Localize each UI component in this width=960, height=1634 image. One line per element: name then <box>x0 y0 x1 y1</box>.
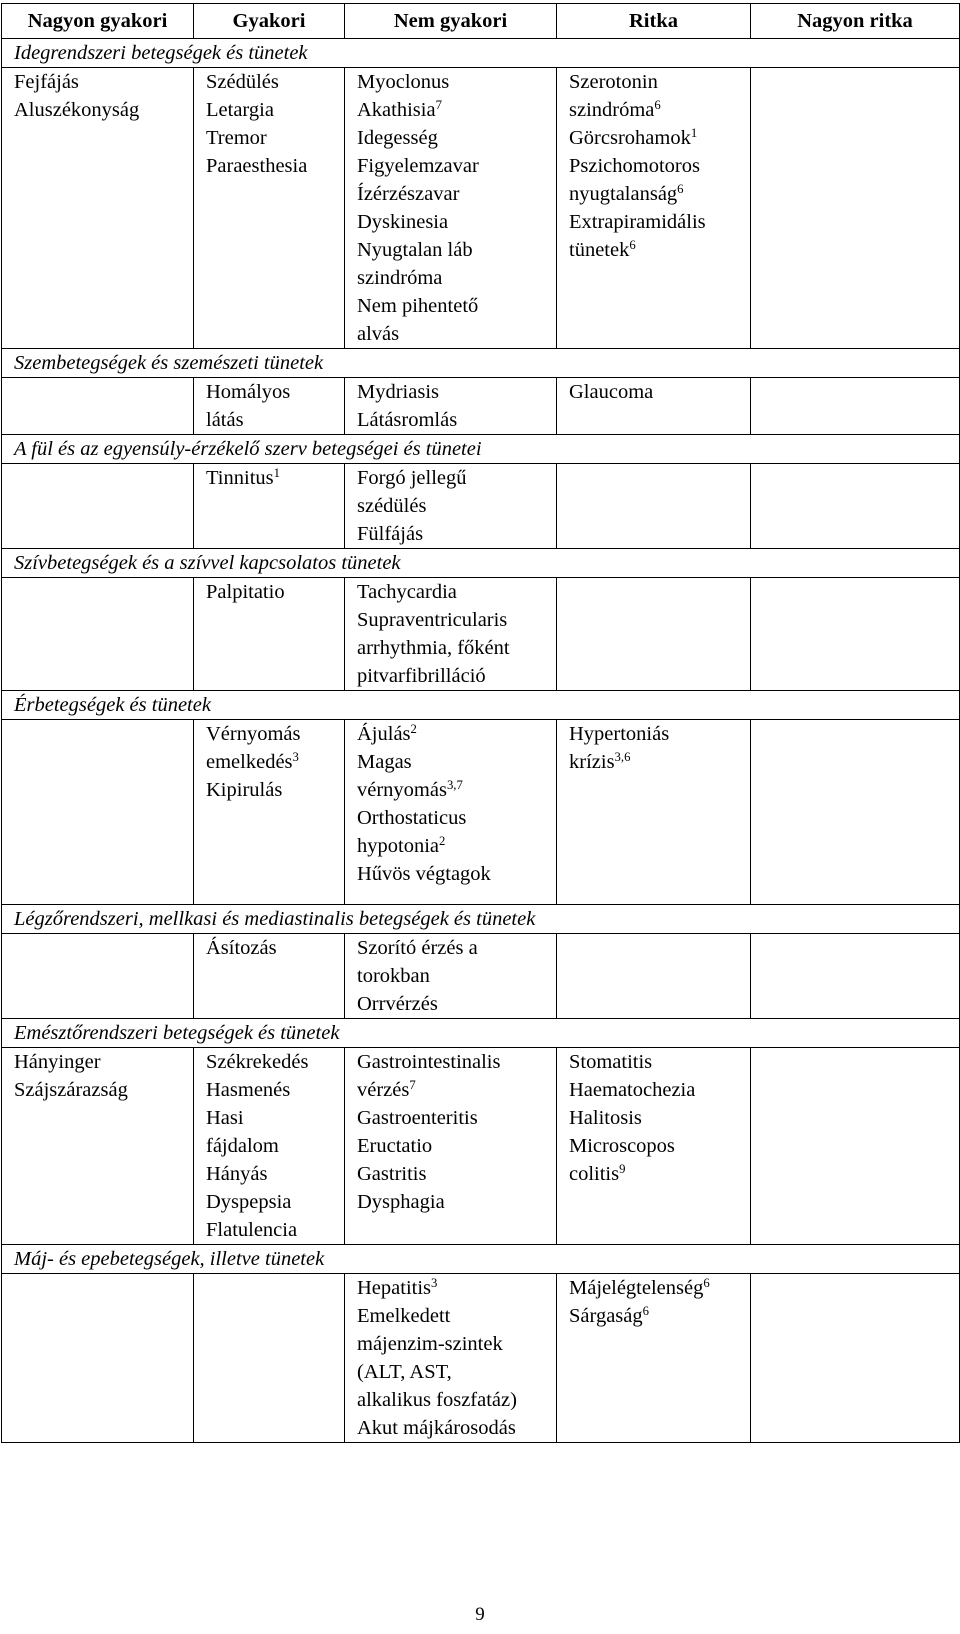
effect-text: Palpitatio <box>206 581 285 603</box>
effect-text: Homályos <box>206 381 291 403</box>
effect-text: Gastrointestinalis <box>357 1051 501 1073</box>
effect-text: Hasi <box>206 1107 244 1129</box>
effect-line <box>357 406 546 434</box>
footnote-ref: 2 <box>439 834 446 849</box>
cell-uncommon <box>345 1048 557 1245</box>
effect-line <box>569 1274 740 1302</box>
cell-very-common <box>2 720 194 905</box>
effect-text: Pszichomotoros <box>569 155 700 177</box>
effect-line <box>357 1414 546 1442</box>
cell-rare <box>557 1048 751 1245</box>
footnote-ref: 9 <box>619 1162 626 1177</box>
category-title: Idegrendszeri betegségek és tünetek <box>2 39 960 68</box>
effect-text: Szerotonin <box>569 71 658 93</box>
header-very-common: Nagyon gyakori <box>2 4 194 39</box>
effect-line <box>357 962 546 990</box>
table-row <box>2 1048 960 1245</box>
effect-line <box>357 264 546 292</box>
effect-line <box>206 1048 334 1076</box>
cell-very-common <box>2 934 194 1019</box>
effect-line <box>206 406 334 434</box>
effect-text: Hűvös végtagok <box>357 863 491 885</box>
effect-text: Mydriasis <box>357 381 439 403</box>
table-row <box>2 378 960 435</box>
cell-rare <box>557 720 751 905</box>
category-title: Érbetegségek és tünetek <box>2 691 960 720</box>
effect-text: fájdalom <box>206 1135 279 1157</box>
effect-line <box>206 1132 334 1160</box>
effect-line <box>206 68 334 96</box>
effect-line <box>357 860 546 888</box>
effect-text: Májelégtelenség <box>569 1277 704 1299</box>
effect-line <box>569 96 740 124</box>
effect-text: krízis <box>569 751 615 773</box>
effect-line <box>357 1274 546 1302</box>
effect-line <box>14 96 183 124</box>
effect-text: nyugtalanság <box>569 183 678 205</box>
effect-text: Extrapiramidális <box>569 211 706 233</box>
effect-line <box>357 1330 546 1358</box>
effect-line <box>206 748 334 776</box>
cell-very-common <box>2 578 194 691</box>
effect-text: Hepatitis <box>357 1277 432 1299</box>
effect-line <box>14 68 183 96</box>
effect-line <box>206 578 334 606</box>
effect-text: Dyspepsia <box>206 1191 292 1213</box>
effect-text: Figyelemzavar <box>357 155 479 177</box>
category-row <box>2 549 960 578</box>
effect-line <box>569 1132 740 1160</box>
cell-very-common <box>2 1048 194 1245</box>
effect-text: Haematochezia <box>569 1079 696 1101</box>
effect-line <box>357 1076 546 1104</box>
effect-text: Forgó jellegű <box>357 467 467 489</box>
category-row <box>2 349 960 378</box>
effect-line <box>357 1104 546 1132</box>
category-title: A fül és az egyensúly-érzékelő szerv betegségei és tünetei <box>2 435 960 464</box>
footnote-ref: 3 <box>431 1276 438 1291</box>
effect-line <box>569 1048 740 1076</box>
effect-line <box>357 1358 546 1386</box>
effect-text: Akathisia <box>357 99 436 121</box>
header-rare: Ritka <box>557 4 751 39</box>
cell-uncommon <box>345 578 557 691</box>
effect-line <box>569 378 740 406</box>
effect-line <box>357 578 546 606</box>
effect-text: Sárgaság <box>569 1305 643 1327</box>
effect-text: Myoclonus <box>357 71 450 93</box>
effect-line <box>569 208 740 236</box>
effect-line <box>357 1132 546 1160</box>
effect-line <box>357 208 546 236</box>
table-body <box>2 39 960 1443</box>
category-row <box>2 691 960 720</box>
cell-very-common <box>2 1274 194 1443</box>
effect-text: Görcsrohamok <box>569 127 691 149</box>
cell-rare <box>557 578 751 691</box>
effect-text: Szédülés <box>206 71 279 93</box>
footnote-ref: 6 <box>654 98 661 113</box>
cell-very-common <box>2 68 194 349</box>
cell-common <box>194 68 345 349</box>
cell-very-rare <box>751 578 960 691</box>
cell-very-rare <box>751 378 960 435</box>
effect-line <box>357 520 546 548</box>
effect-text: tünetek <box>569 239 630 261</box>
effect-line <box>206 464 334 492</box>
effect-text: Fejfájás <box>14 71 79 93</box>
effect-text: Glaucoma <box>569 381 654 403</box>
category-title: Légzőrendszeri, mellkasi és mediastinalis betegségek és tünetek <box>2 905 960 934</box>
table-row <box>2 578 960 691</box>
effect-text: Székrekedés <box>206 1051 309 1073</box>
effect-line <box>357 1302 546 1330</box>
effect-text: Letargia <box>206 99 274 121</box>
cell-very-rare <box>751 68 960 349</box>
footnote-ref: 6 <box>629 238 636 253</box>
effect-text: Orrvérzés <box>357 993 438 1015</box>
cell-rare <box>557 378 751 435</box>
effect-line <box>357 634 546 662</box>
effect-line <box>569 1160 740 1188</box>
effect-line <box>14 1076 183 1104</box>
effect-text: Emelkedett <box>357 1305 451 1327</box>
cell-common <box>194 720 345 905</box>
category-row <box>2 39 960 68</box>
effect-text: Kipirulás <box>206 779 283 801</box>
effect-line <box>357 236 546 264</box>
effect-text: Ásítozás <box>206 937 277 959</box>
header-common: Gyakori <box>194 4 345 39</box>
header-very-rare: Nagyon ritka <box>751 4 960 39</box>
effect-text: Magas <box>357 751 412 773</box>
effect-text: alvás <box>357 323 400 345</box>
effect-text: pitvarfibrilláció <box>357 665 486 687</box>
effect-line <box>206 1160 334 1188</box>
effect-text: Eructatio <box>357 1135 433 1157</box>
effect-text: Gastroenteritis <box>357 1107 478 1129</box>
header-row <box>2 4 960 39</box>
cell-rare <box>557 934 751 1019</box>
effect-line <box>569 68 740 96</box>
effect-line <box>357 776 546 804</box>
effect-line <box>357 152 546 180</box>
effect-line <box>357 990 546 1018</box>
effect-text: Ájulás <box>357 723 411 745</box>
effect-line <box>357 720 546 748</box>
effect-line <box>357 1048 546 1076</box>
effect-line <box>357 606 546 634</box>
cell-uncommon <box>345 464 557 549</box>
cell-common <box>194 934 345 1019</box>
effect-text: Nyugtalan láb <box>357 239 473 261</box>
effect-text: májenzim-szintek <box>357 1333 503 1355</box>
effect-text: Stomatitis <box>569 1051 653 1073</box>
effect-text: Tremor <box>206 127 267 149</box>
effect-line <box>357 492 546 520</box>
effect-line <box>206 124 334 152</box>
effect-text: Dyskinesia <box>357 211 449 233</box>
effect-text: Idegesség <box>357 127 438 149</box>
effect-text: Hányinger <box>14 1051 101 1073</box>
effect-text: Flatulencia <box>206 1219 298 1241</box>
effect-text: torokban <box>357 965 430 987</box>
effect-line <box>357 124 546 152</box>
category-row <box>2 435 960 464</box>
cell-uncommon <box>345 720 557 905</box>
effect-line <box>357 292 546 320</box>
effect-text: Szájszárazság <box>14 1079 128 1101</box>
effect-line <box>206 1216 334 1244</box>
category-row <box>2 905 960 934</box>
effect-line <box>206 1188 334 1216</box>
category-title: Szembetegségek és szemészeti tünetek <box>2 349 960 378</box>
effect-text: colitis <box>569 1163 620 1185</box>
effect-line <box>357 68 546 96</box>
effect-text: Orthostaticus <box>357 807 467 829</box>
footnote-ref: 7 <box>435 98 442 113</box>
effect-line <box>206 934 334 962</box>
effect-text: arrhythmia, főként <box>357 637 510 659</box>
effect-line <box>569 180 740 208</box>
effect-line <box>206 720 334 748</box>
footnote-ref: 2 <box>410 722 417 737</box>
effect-text: Tinnitus <box>206 467 274 489</box>
cell-very-common <box>2 378 194 435</box>
effect-text: Paraesthesia <box>206 155 308 177</box>
category-row <box>2 1245 960 1274</box>
table-row <box>2 720 960 905</box>
effect-line <box>14 1048 183 1076</box>
effect-line <box>357 320 546 348</box>
side-effects-table <box>1 3 960 1443</box>
cell-very-rare <box>751 1274 960 1443</box>
cell-rare <box>557 1274 751 1443</box>
effect-line <box>206 378 334 406</box>
effect-text: Fülfájás <box>357 523 424 545</box>
category-title: Szívbetegségek és a szívvel kapcsolatos tünetek <box>2 549 960 578</box>
effect-text: hypotonia <box>357 835 439 857</box>
cell-uncommon <box>345 1274 557 1443</box>
effect-line <box>569 1076 740 1104</box>
effect-line <box>206 96 334 124</box>
footnote-ref: 3 <box>292 750 299 765</box>
effect-line <box>569 720 740 748</box>
effect-line <box>357 662 546 690</box>
footnote-ref: 6 <box>677 182 684 197</box>
effect-line <box>206 1104 334 1132</box>
effect-line <box>357 464 546 492</box>
effect-text: alkalikus foszfatáz) <box>357 1389 517 1411</box>
footnote-ref: 3,6 <box>614 750 631 765</box>
effect-text: vérnyomás <box>357 779 447 801</box>
effect-text: Hasmenés <box>206 1079 291 1101</box>
effect-text: Gastritis <box>357 1163 427 1185</box>
effect-text: emelkedés <box>206 751 293 773</box>
category-title: Máj- és epebetegségek, illetve tünetek <box>2 1245 960 1274</box>
effect-text: szindróma <box>569 99 655 121</box>
effect-line <box>569 748 740 776</box>
table-row <box>2 1274 960 1443</box>
effect-line <box>206 152 334 180</box>
footnote-ref: 6 <box>642 1304 649 1319</box>
effect-text: Látásromlás <box>357 409 458 431</box>
effect-line <box>569 124 740 152</box>
effect-line <box>569 1104 740 1132</box>
effect-text: Nem pihentető <box>357 295 479 317</box>
effect-line <box>357 748 546 776</box>
header-uncommon: Nem gyakori <box>345 4 557 39</box>
effect-text: Vérnyomás <box>206 723 301 745</box>
effect-line <box>357 1160 546 1188</box>
effect-line <box>357 96 546 124</box>
cell-very-rare <box>751 934 960 1019</box>
table-row <box>2 934 960 1019</box>
effect-text: Aluszékonyság <box>14 99 140 121</box>
effect-line <box>569 236 740 264</box>
footnote-ref: 3,7 <box>446 778 463 793</box>
effect-text: Akut májkárosodás <box>357 1417 516 1439</box>
cell-common <box>194 464 345 549</box>
effect-text: Hányás <box>206 1163 268 1185</box>
effect-text: látás <box>206 409 244 431</box>
cell-very-rare <box>751 720 960 905</box>
effect-text: szindróma <box>357 267 443 289</box>
effect-text: Tachycardia <box>357 581 457 603</box>
effect-line <box>569 152 740 180</box>
category-row <box>2 1019 960 1048</box>
effect-line <box>357 934 546 962</box>
effect-text: vérzés <box>357 1079 410 1101</box>
cell-very-rare <box>751 464 960 549</box>
effect-text: Supraventricularis <box>357 609 508 631</box>
effect-line <box>357 378 546 406</box>
cell-rare <box>557 464 751 549</box>
effect-line <box>357 832 546 860</box>
effect-line <box>206 776 334 804</box>
cell-uncommon <box>345 68 557 349</box>
footnote-ref: 7 <box>409 1078 416 1093</box>
effect-text: Microscopos <box>569 1135 675 1157</box>
cell-uncommon <box>345 934 557 1019</box>
cell-common <box>194 578 345 691</box>
footnote-ref: 1 <box>690 126 698 141</box>
cell-uncommon <box>345 378 557 435</box>
effect-line <box>357 180 546 208</box>
effect-text: Hypertoniás <box>569 723 670 745</box>
cell-very-common <box>2 464 194 549</box>
effect-text: Halitosis <box>569 1107 642 1129</box>
effect-text: (ALT, AST, <box>357 1361 452 1383</box>
footnote-ref: 6 <box>703 1276 710 1291</box>
category-title: Emésztőrendszeri betegségek és tünetek <box>2 1019 960 1048</box>
cell-very-rare <box>751 1048 960 1245</box>
effect-text: szédülés <box>357 495 427 517</box>
effect-text: Szorító érzés a <box>357 937 478 959</box>
footnote-ref: 1 <box>273 466 280 481</box>
effect-line <box>569 1302 740 1330</box>
effect-line <box>357 804 546 832</box>
effect-line <box>206 1076 334 1104</box>
table-row <box>2 68 960 349</box>
effect-text: Dysphagia <box>357 1191 445 1213</box>
cell-common <box>194 1048 345 1245</box>
effect-line <box>357 1188 546 1216</box>
cell-rare <box>557 68 751 349</box>
cell-common <box>194 378 345 435</box>
table-row <box>2 464 960 549</box>
page-number: 9 <box>475 1604 485 1625</box>
cell-common <box>194 1274 345 1443</box>
effect-text: Ízérzészavar <box>357 183 460 205</box>
effect-line <box>357 1386 546 1414</box>
